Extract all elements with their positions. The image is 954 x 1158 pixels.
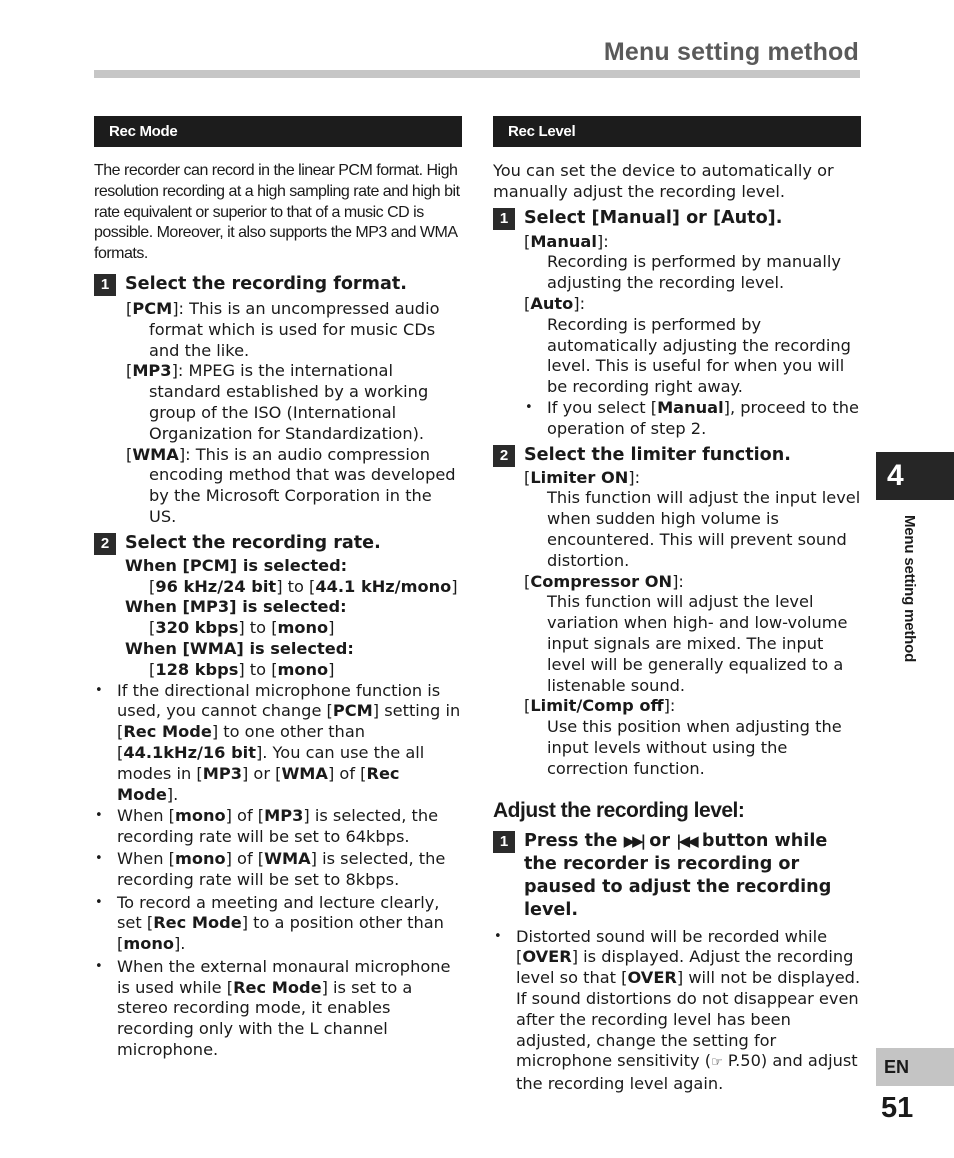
rec-mode-step-2	[94, 532, 462, 555]
step-number: 1	[493, 208, 515, 230]
step-title: Select the limiter function.	[524, 444, 791, 465]
option-compressor-desc: This function will adjust the level variation when high- and low-volume input signals are mixed. The input level will be generally equalized to a listenable sound.	[547, 592, 848, 695]
rec-mode-intro: The recorder can record in the linear PCM format. High resolution recording at a high sampling rate and high bit rate equivalent or superior to that of a music CD is possible. Moreover, it also supports the MP3 and WMA formats.	[94, 162, 460, 263]
fast-forward-icon: ▶▶|	[623, 831, 644, 850]
left-column	[94, 116, 462, 1061]
step-number: 2	[94, 533, 116, 555]
option-mp3: [MP3]: MPEG is the international standard established by a working group of the ISO (International Organization for Standardization).	[126, 361, 429, 443]
option-manual-label: [Manual]:	[524, 231, 609, 251]
rate-range-mp3: [320 kbps] to [mono]	[149, 618, 335, 638]
adjust-heading: Adjust the recording level:	[493, 798, 745, 822]
option-wma: [WMA]: This is an audio compression encoding method that was developed by the Microsoft Corporation in the US.	[126, 444, 456, 526]
option-limiter-label: [Limiter ON]:	[524, 467, 641, 487]
note-mp3-mono: • When [mono] of [MP3] is selected, the recording rate will be set to 64kbps.	[94, 806, 462, 848]
chapter-tab: 4	[876, 452, 954, 500]
option-limiter-desc: This function will adjust the input level when sudden high volume is encountered. This will prevent sound distortion.	[547, 488, 861, 570]
option-auto-desc: Recording is performed by automatically adjusting the recording level. This is useful for when you will be recording right away.	[547, 314, 851, 397]
step-number: 1	[493, 831, 515, 853]
rate-range-wma: [128 kbps] to [mono]	[149, 659, 335, 679]
rec-level-step-2	[493, 444, 861, 467]
rewind-icon: |◀◀	[676, 831, 696, 850]
step-number: 1	[94, 274, 116, 296]
section-heading-rec-level: Rec Level	[493, 116, 861, 147]
option-limit-comp-off-label: [Limit/Comp off]:	[524, 696, 676, 716]
when-pcm: When [PCM] is selected:	[125, 555, 348, 575]
option-auto-label: [Auto]:	[524, 293, 586, 313]
note-distortion: • Distorted sound will be recorded while [OVER] is displayed. Adjust the recording level so that [OVER] will not be displayed. If sound distortions do not disappear even after the recording level has been adjusted, change the setting for microphone sensitivity (☞ P.50) and adjust the recording level again.	[493, 927, 861, 1095]
chapter-label: Menu setting method	[901, 515, 918, 663]
page-number: 51	[881, 1092, 914, 1124]
section-heading-rec-mode: Rec Mode	[94, 116, 462, 147]
rec-level-step-1: 1 Select [Manual] or [Auto].	[493, 207, 861, 230]
right-column	[493, 116, 861, 1095]
note-external-mic: • When the external monaural microphone is used while [Rec Mode] is set to a stereo recording mode, it enables recording only with the L channel microphone.	[94, 957, 462, 1061]
language-tab: EN	[876, 1048, 954, 1086]
rec-mode-step-1	[94, 273, 462, 296]
note-wma-mono: • When [mono] of [WMA] is selected, the recording rate will be set to 8kbps.	[94, 849, 462, 891]
adjust-step-1: 1 Press the ▶▶| or |◀◀ button while the recorder is recording or paused to adjust the recording level.	[493, 830, 861, 922]
option-compressor-label: [Compressor ON]:	[524, 571, 684, 591]
note-meeting: • To record a meeting and lecture clearly, set [Rec Mode] to a position other than [mono].	[94, 893, 462, 955]
step-number: 2	[493, 445, 515, 467]
when-mp3: When [MP3] is selected:	[125, 597, 347, 617]
step-title: Select the recording rate.	[125, 532, 381, 553]
option-manual-desc: Recording is performed by manually adjusting the recording level.	[547, 252, 841, 293]
when-wma: When [WMA] is selected:	[125, 638, 354, 658]
note-manual: • If you select [Manual], proceed to the operation of step 2.	[524, 398, 861, 440]
option-pcm: [PCM]: This is an uncompressed audio format which is used for music CDs and the like.	[126, 298, 440, 360]
note-directional-mic: • If the directional microphone function is used, you cannot change [PCM] setting in [Rec Mode] to one other than [44.1kHz/16 bit]. You can use the all modes in [MP3] or [WMA] of [Rec Mode].	[94, 681, 462, 806]
title-rule	[94, 70, 860, 78]
step-title: Select the recording format.	[125, 273, 407, 294]
page-title: Menu setting method	[603, 38, 859, 66]
rec-level-intro: You can set the device to automatically or manually adjust the recording level.	[493, 161, 834, 201]
rate-range-pcm: [96 kHz/24 bit] to [44.1 kHz/mono]	[149, 576, 458, 596]
option-limit-comp-off-desc: Use this position when adjusting the input levels without using the correction function.	[547, 717, 842, 778]
page-reference-icon: ☞	[711, 1055, 723, 1071]
